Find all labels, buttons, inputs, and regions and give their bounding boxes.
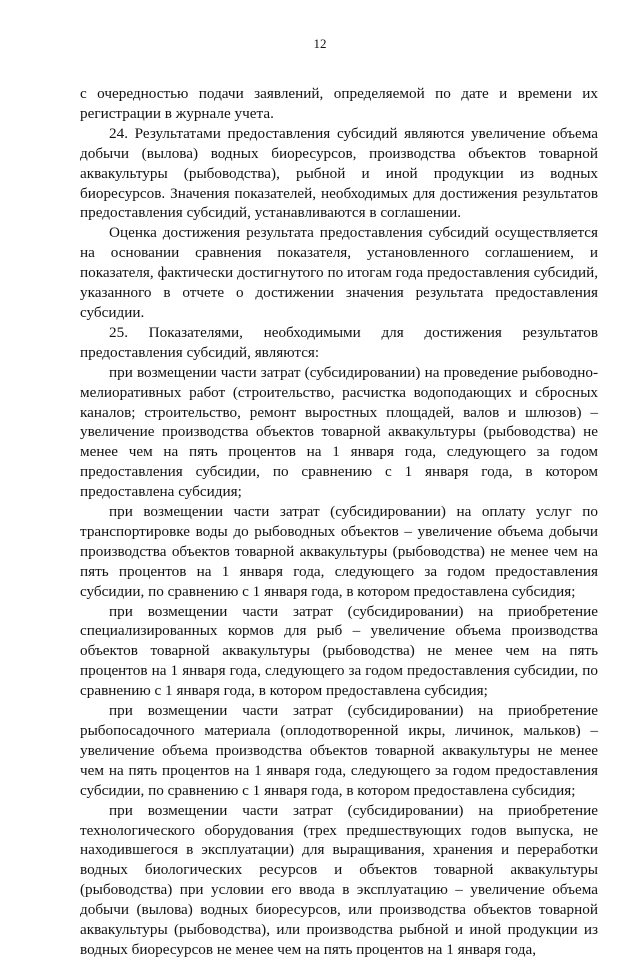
paragraph-reclamation-works: при возмещении части затрат (субсидировании) на проведение рыбоводно-мелиоративных работ (строительство, расчистка водоподающих и сбросных каналов; строительство, ремонт выростных площадей, валов и шлюзов) – увеличение производства объектов товарной аквакультуры (рыбоводства) не менее чем на пять процентов на 1 января года, следующего за годом предоставления субсидии, по сравнению с 1 января года, в котором предоставлена субсидия; bbox=[80, 363, 598, 501]
paragraph-equipment: при возмещении части затрат (субсидировании) на приобретение технологического оборудования (трех предшествующих годов выпуска, не находившегося в эксплуатации) для выращивания, хранения и переработки водных биологических ресурсов и объектов товарной аквакультуры (рыбоводства) при условии его ввода в эксплуатацию – увеличение объема добычи (вылова) водных биоресурсов, или производства объектов товарной аквакультуры (рыбоводства), или производства рыбной и иной продукции из водных биоресурсов не менее чем на пять процентов на 1 января года, bbox=[80, 801, 598, 958]
document-body bbox=[80, 84, 598, 960]
paragraph-item-25: 25. Показателями, необходимыми для достижения результатов предоставления субсидий, являются: bbox=[80, 323, 598, 361]
page-number: 12 bbox=[313, 36, 327, 51]
paragraph-assessment: Оценка достижения результата предоставления субсидий осуществляется на основании сравнения показателя, установленного соглашением, и показателя, фактически достигнутого по итогам года предоставления субсидий, указанного в отчете о достижении значения результата предоставления субсидии. bbox=[80, 224, 598, 321]
paragraph-continuation: с очередностью подачи заявлений, определяемой по дате и времени их регистрации в журнале учета. bbox=[80, 85, 598, 122]
paragraph-stocking-material: при возмещении части затрат (субсидировании) на приобретение рыбопосадочного материала (оплодотворенной икры, личинок, мальков) – увеличение объема производства объектов товарной аквакультуры не менее чем на пять процентов на 1 января года, следующего за годом предоставления субсидии, по сравнению с 1 января года, в котором предоставлена субсидия; bbox=[80, 702, 598, 799]
paragraph-water-transport: при возмещении части затрат (субсидировании) на оплату услуг по транспортировке воды до рыбоводных объектов – увеличение объема добычи производства объектов товарной аквакультуры (рыбоводства) не менее чем на пять процентов на 1 января года, следующего за годом предоставления субсидии, по сравнению с 1 января года, в котором предоставлена субсидия; bbox=[80, 503, 598, 600]
paragraph-fish-feed: при возмещении части затрат (субсидировании) на приобретение специализированных кормов для рыб – увеличение объема производства объектов товарной аквакультуры (рыбоводства) не менее чем на пять процентов на 1 января года, следующего за годом предоставления субсидии, по сравнению с 1 января года, в котором предоставлена субсидия; bbox=[80, 602, 598, 700]
paragraph-item-24: 24. Результатами предоставления субсидий являются увеличение объема добычи (вылова) водных биоресурсов, производства объектов товарной аквакультуры (рыбоводства), рыбной и иной продукции из водных биоресурсов. Значения показателей, необходимых для достижения результатов предоставления субсидий, устанавливаются в соглашении. bbox=[80, 124, 598, 222]
